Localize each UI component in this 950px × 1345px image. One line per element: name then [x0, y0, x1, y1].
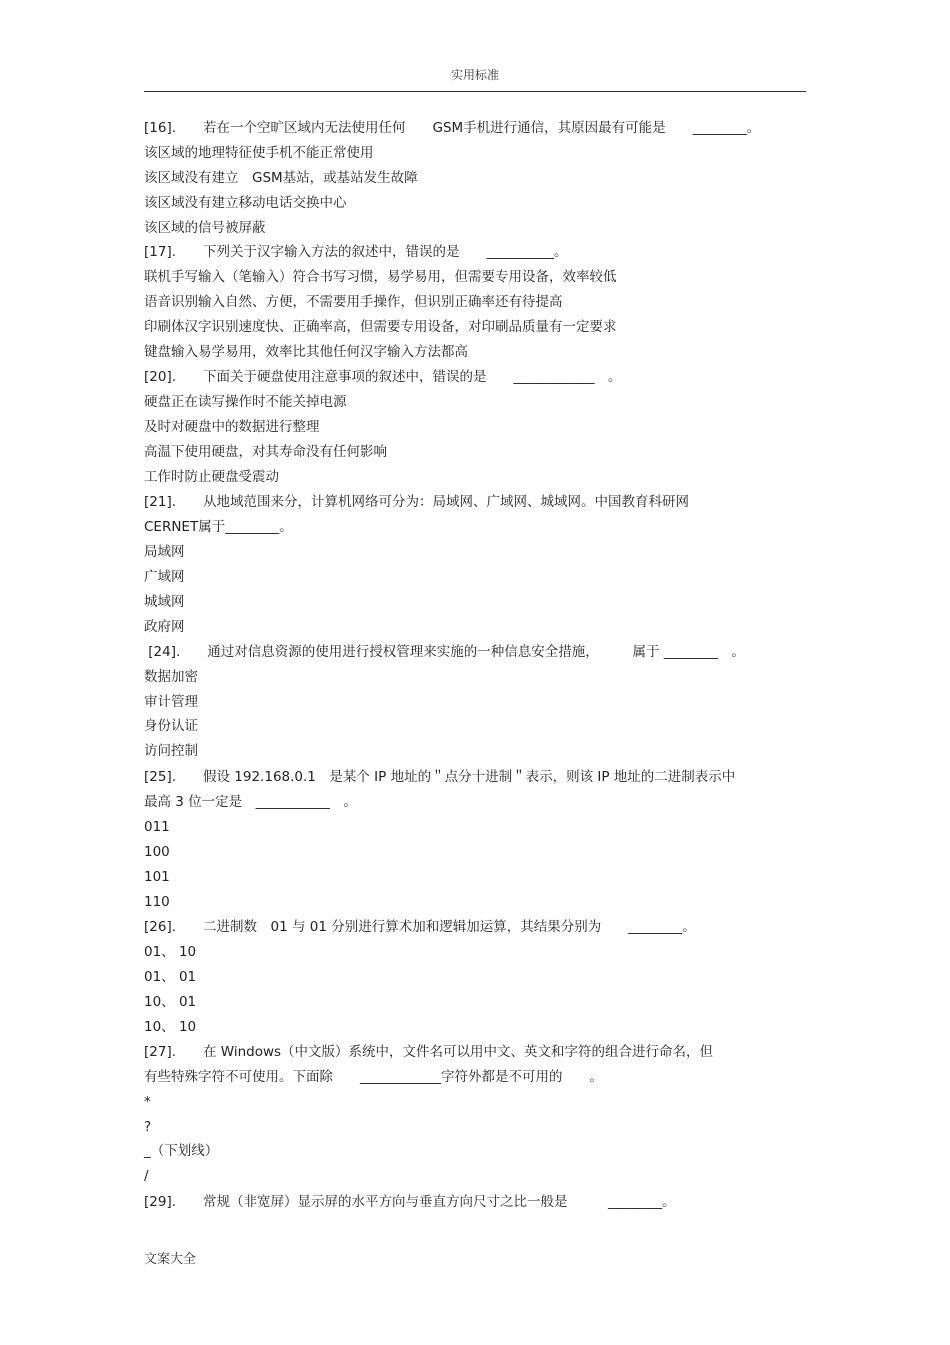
text-line: 政府网: [144, 619, 185, 635]
text-line: 有些特殊字符不可使用。下面除 ____________字符外都是不可用的 。: [144, 1069, 603, 1085]
text-line: 联机手写输入（笔输入）符合书写习惯，易学易用，但需要专用设备，效率较低: [144, 269, 617, 285]
text-line: 城域网: [144, 594, 185, 610]
text-line: /: [144, 1168, 149, 1184]
text-line: 011: [144, 819, 170, 835]
text-line: 数据加密: [144, 669, 198, 685]
text-line: [21]. 从地域范围来分，计算机网络可分为：局域网、广域网、城域网。中国教育科研网: [144, 494, 690, 510]
text-line: 100: [144, 844, 170, 860]
text-line: 该区域没有建立移动电话交换中心: [144, 195, 347, 211]
text-line: ?: [144, 1119, 152, 1135]
text-line: CERNET属于________。: [144, 519, 293, 535]
page-footer: 文案大全: [144, 1252, 197, 1267]
text-line: [26]. 二进制数 01 与 01 分别进行算术加和逻辑加运算，其结果分别为 ________。: [144, 919, 696, 935]
text-line: 10、 01: [144, 994, 197, 1010]
text-line: 高温下使用硬盘，对其寿命没有任何影响: [144, 444, 387, 460]
text-line: 访问控制: [144, 743, 198, 759]
text-line: 01、 01: [144, 969, 197, 985]
header-rule: [144, 91, 806, 92]
text-line: 印刷体汉字识别速度快、正确率高，但需要专用设备，对印刷品质量有一定要求: [144, 319, 617, 335]
text-line: 110: [144, 894, 170, 910]
text-line: 及时对硬盘中的数据进行整理: [144, 419, 320, 435]
text-line: 广域网: [144, 569, 185, 585]
text-line: 审计管理: [144, 694, 198, 710]
text-line: 该区域的信号被屏蔽: [144, 220, 266, 236]
text-line: [16]. 若在一个空旷区域内无法使用任何 GSM手机进行通信，其原因最有可能是 ________。: [144, 120, 761, 136]
text-line: 身份认证: [144, 718, 198, 734]
text-line: 最高 3 位一定是 ___________ 。: [144, 794, 357, 810]
text-line: 语音识别输入自然、方便，不需要用手操作，但识别正确率还有待提高: [144, 294, 563, 310]
text-line: *: [144, 1094, 151, 1110]
text-line: 10、 10: [144, 1019, 197, 1035]
text-line: 键盘输入易学易用，效率比其他任何汉字输入方法都高: [144, 344, 468, 360]
text-line: 该区域没有建立 GSM基站，或基站发生故障: [144, 170, 418, 186]
text-line: 01、 10: [144, 944, 197, 960]
text-line: [29]. 常规（非宽屏）显示屏的水平方向与垂直方向尺寸之比一般是 ________。: [144, 1194, 676, 1210]
text-line: 硬盘正在读写操作时不能关掉电源: [144, 394, 347, 410]
text-line: [25]. 假设 192.168.0.1 是某个 IP 地址的＂点分十进制＂表示，则该 IP 地址的二进制表示中: [144, 769, 736, 785]
text-line: 局域网: [144, 544, 185, 560]
text-line: 101: [144, 869, 170, 885]
text-line: [20]. 下面关于硬盘使用注意事项的叙述中，错误的是 ____________ 。: [144, 369, 622, 385]
text-line: _（下划线）: [144, 1143, 219, 1159]
text-line: 该区域的地理特征使手机不能正常使用: [144, 145, 374, 161]
text-line: [17]. 下列关于汉字输入方法的叙述中，错误的是 __________。: [144, 244, 568, 260]
page-header: 实用标准: [450, 68, 499, 82]
text-line: [24]. 通过对信息资源的使用进行授权管理来实施的一种信息安全措施， 属于 ________ 。: [144, 644, 745, 660]
text-line: 工作时防止硬盘受震动: [144, 469, 279, 485]
text-line: [27]. 在 Windows（中文版）系统中，文件名可以用中文、英文和字符的组合进行命名，但: [144, 1044, 714, 1060]
